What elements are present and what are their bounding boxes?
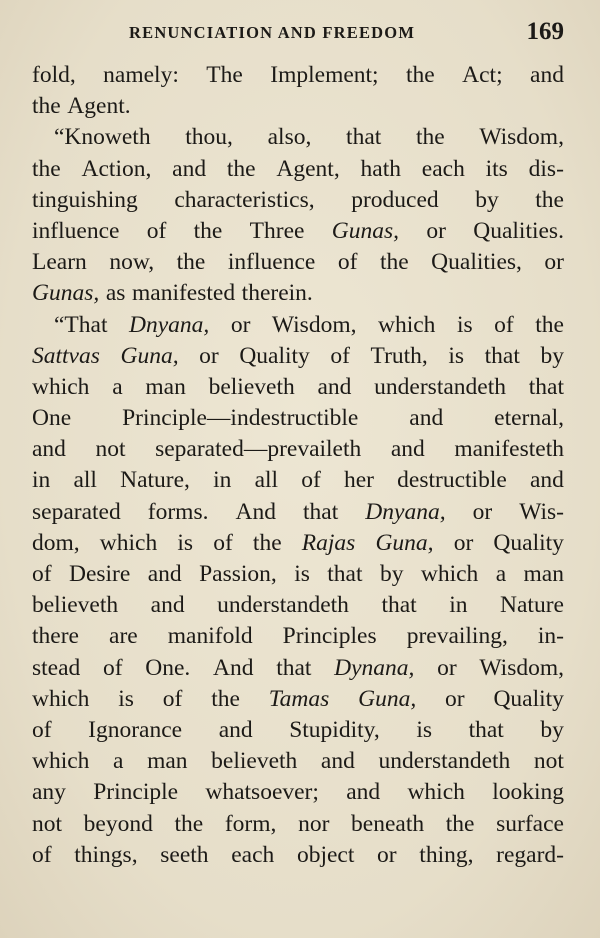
word: of bbox=[301, 467, 321, 494]
word: manifested bbox=[131, 280, 236, 307]
word: the bbox=[193, 217, 223, 244]
word: manifesteth bbox=[454, 436, 564, 463]
word: tinguishing bbox=[32, 186, 138, 213]
word: destructible bbox=[397, 467, 507, 494]
word: Implement; bbox=[270, 62, 379, 88]
word: and bbox=[172, 155, 207, 182]
text-line bbox=[32, 91, 564, 122]
word: the bbox=[535, 186, 564, 213]
word: the bbox=[32, 155, 61, 182]
text-line bbox=[32, 278, 564, 309]
word: Desire bbox=[68, 561, 131, 587]
text-line bbox=[32, 559, 564, 590]
word: by bbox=[540, 716, 564, 743]
word: which bbox=[32, 685, 90, 712]
word: the bbox=[535, 311, 564, 338]
word: separated bbox=[32, 498, 121, 525]
word: also, bbox=[267, 124, 312, 151]
text-line bbox=[32, 403, 564, 434]
word: is bbox=[177, 529, 194, 556]
word: Wis- bbox=[519, 498, 564, 525]
word: separated—prevaileth bbox=[155, 436, 362, 463]
word: fold, bbox=[32, 62, 76, 88]
word: its bbox=[485, 155, 508, 182]
word: the bbox=[174, 810, 204, 837]
word: a bbox=[112, 373, 123, 400]
word: that bbox=[327, 561, 363, 587]
word: the bbox=[406, 62, 435, 88]
word: hath bbox=[360, 155, 401, 182]
word: object bbox=[296, 841, 355, 868]
word: which bbox=[420, 561, 479, 587]
word: each bbox=[231, 841, 275, 868]
word: is bbox=[448, 342, 465, 369]
word: by bbox=[540, 342, 564, 369]
word: Dnyana, bbox=[365, 498, 446, 525]
page-header bbox=[32, 18, 564, 50]
word: the bbox=[252, 529, 282, 556]
word: Act; bbox=[462, 62, 503, 88]
word: And bbox=[235, 498, 276, 525]
word: eternal, bbox=[494, 405, 564, 432]
text-line bbox=[32, 777, 564, 808]
text-line bbox=[32, 185, 564, 216]
word: of bbox=[330, 342, 350, 369]
word: the bbox=[211, 685, 240, 712]
word: which bbox=[32, 373, 90, 400]
text-line bbox=[32, 434, 564, 465]
word: One bbox=[32, 405, 72, 432]
text-line bbox=[32, 684, 564, 715]
word: which bbox=[378, 311, 436, 338]
word: understandeth bbox=[374, 373, 506, 400]
word: is bbox=[416, 716, 433, 743]
word: and bbox=[32, 436, 66, 463]
word: in bbox=[32, 467, 51, 494]
word: and bbox=[218, 716, 253, 743]
word: Sattvas bbox=[32, 342, 100, 369]
word: Quality bbox=[493, 529, 564, 556]
word: or bbox=[426, 217, 446, 244]
word: Passion, bbox=[199, 561, 277, 587]
word: beyond bbox=[83, 810, 153, 837]
word: Agent, bbox=[276, 155, 340, 182]
text-line bbox=[32, 122, 564, 153]
word: The bbox=[206, 62, 243, 88]
body-text bbox=[32, 60, 564, 871]
word: of bbox=[103, 654, 123, 681]
word: of bbox=[162, 685, 183, 712]
word: and bbox=[346, 779, 381, 806]
word: which bbox=[407, 779, 465, 806]
word: of bbox=[213, 529, 233, 556]
word: any bbox=[32, 779, 66, 806]
word: Action, bbox=[81, 155, 152, 182]
text-line bbox=[32, 497, 564, 528]
word: Wisdom, bbox=[479, 124, 564, 151]
word: of bbox=[494, 311, 514, 338]
word: are bbox=[109, 623, 138, 650]
word: and bbox=[529, 467, 564, 494]
word: and bbox=[390, 436, 425, 463]
word: Tamas bbox=[268, 685, 330, 712]
word: now, bbox=[109, 249, 155, 276]
text-line bbox=[32, 746, 564, 777]
word: “That bbox=[54, 311, 108, 338]
word: Three bbox=[249, 217, 305, 244]
text-line bbox=[32, 840, 564, 871]
word: Nature, bbox=[120, 467, 190, 494]
word: the bbox=[32, 93, 61, 120]
word: that bbox=[346, 124, 382, 151]
text-line bbox=[32, 465, 564, 496]
text-line bbox=[32, 590, 564, 621]
word: the bbox=[176, 249, 206, 276]
word: forms. bbox=[147, 498, 209, 525]
word: Principle—indestructible bbox=[122, 405, 359, 432]
text-line bbox=[32, 372, 564, 403]
word: or bbox=[437, 654, 457, 681]
word: Nature bbox=[500, 592, 564, 619]
word: by bbox=[379, 561, 404, 587]
word: which bbox=[32, 748, 90, 775]
word: or bbox=[544, 249, 564, 276]
word: Stupidity, bbox=[289, 716, 380, 743]
word: Quality bbox=[239, 342, 310, 369]
text-line bbox=[32, 715, 564, 746]
word: Rajas bbox=[301, 529, 356, 556]
word: that bbox=[276, 654, 312, 681]
word: Principles bbox=[282, 623, 377, 650]
word: and bbox=[147, 561, 182, 587]
word: Truth, bbox=[370, 342, 428, 369]
word: things, bbox=[74, 841, 138, 868]
word: characteristics, bbox=[174, 186, 315, 213]
word: seeth bbox=[160, 841, 209, 868]
word: that bbox=[484, 342, 520, 369]
word: each bbox=[421, 155, 465, 182]
word: or bbox=[445, 685, 465, 712]
word: that bbox=[303, 498, 339, 525]
text-line bbox=[32, 247, 564, 278]
word: namely: bbox=[103, 62, 179, 88]
word: Guna, bbox=[358, 685, 417, 712]
word: Principle bbox=[93, 779, 179, 806]
word: or bbox=[472, 498, 493, 525]
word: in bbox=[449, 592, 468, 619]
word: and bbox=[530, 62, 564, 88]
text-line bbox=[32, 528, 564, 559]
text-line bbox=[32, 216, 564, 247]
word: the bbox=[445, 810, 475, 837]
word: the bbox=[415, 124, 445, 151]
word: influence bbox=[227, 249, 316, 276]
word: nor bbox=[298, 810, 330, 837]
word: Qualities. bbox=[473, 217, 564, 244]
word: and bbox=[150, 592, 185, 619]
word: all bbox=[254, 467, 279, 494]
word: believeth bbox=[211, 748, 298, 775]
word: by bbox=[475, 186, 499, 213]
word: Learn bbox=[32, 249, 87, 276]
word: that bbox=[468, 716, 504, 743]
word: as bbox=[105, 280, 126, 307]
word: beneath bbox=[351, 810, 425, 837]
word: her bbox=[343, 467, 374, 494]
word: Quality bbox=[493, 685, 564, 712]
word: thou, bbox=[185, 124, 233, 151]
word: form, bbox=[224, 810, 277, 837]
word: manifold bbox=[167, 623, 253, 650]
word: influence bbox=[32, 217, 120, 244]
text-line bbox=[32, 809, 564, 840]
text-line bbox=[32, 154, 564, 185]
word: produced bbox=[351, 186, 439, 213]
word: surface bbox=[496, 810, 564, 837]
word: or bbox=[199, 342, 219, 369]
word: and bbox=[317, 373, 352, 400]
word: Dynana, bbox=[334, 654, 415, 681]
word: looking bbox=[492, 779, 564, 806]
word: believeth bbox=[32, 592, 119, 619]
word: “Knoweth bbox=[54, 124, 151, 151]
word: or bbox=[453, 529, 474, 556]
word: Guna, bbox=[375, 529, 434, 556]
word: a bbox=[495, 561, 507, 587]
word: prevailing, bbox=[406, 623, 508, 650]
word: Qualities, bbox=[431, 249, 522, 276]
word: that bbox=[528, 373, 564, 400]
word: Gunas, bbox=[32, 280, 100, 307]
word: man bbox=[523, 561, 564, 587]
word: therein. bbox=[241, 280, 313, 307]
word: which bbox=[99, 529, 158, 556]
word: or bbox=[230, 311, 251, 338]
text-line bbox=[32, 310, 564, 341]
word: is bbox=[118, 685, 134, 712]
word: Agent. bbox=[67, 93, 131, 120]
word: is bbox=[456, 311, 473, 338]
page-number: 169 bbox=[526, 18, 564, 45]
word: that bbox=[381, 592, 417, 619]
word: thing, bbox=[419, 841, 474, 868]
word: One. bbox=[145, 654, 191, 681]
word: not bbox=[32, 810, 63, 837]
word: and bbox=[320, 748, 355, 775]
word: the bbox=[379, 249, 409, 276]
word: And bbox=[213, 654, 254, 681]
text-line bbox=[32, 341, 564, 372]
text-line bbox=[32, 653, 564, 684]
word: in bbox=[213, 467, 232, 494]
word: not bbox=[533, 748, 564, 775]
running-title: RENUNCIATION AND FREEDOM bbox=[129, 23, 416, 42]
word: a bbox=[113, 748, 124, 775]
text-line bbox=[32, 60, 564, 91]
word: dom, bbox=[32, 529, 80, 556]
word: of bbox=[32, 561, 52, 587]
word: not bbox=[95, 436, 126, 463]
word: and bbox=[409, 405, 444, 432]
word: Wisdom, bbox=[479, 654, 564, 681]
word: in- bbox=[537, 623, 564, 650]
text-line bbox=[32, 621, 564, 652]
word: of bbox=[337, 249, 358, 276]
word: understandeth bbox=[378, 748, 511, 775]
word: stead bbox=[32, 654, 81, 681]
word: regard- bbox=[496, 841, 564, 868]
word: Guna, bbox=[120, 342, 179, 369]
word: of bbox=[32, 716, 52, 743]
word: Wisdom, bbox=[271, 311, 357, 338]
word: is bbox=[294, 561, 310, 587]
word: understandeth bbox=[217, 592, 349, 619]
word: all bbox=[73, 467, 97, 494]
word: of bbox=[32, 841, 52, 868]
word: of bbox=[146, 217, 167, 244]
word: man bbox=[145, 373, 186, 400]
word: believeth bbox=[208, 373, 295, 400]
word: there bbox=[32, 623, 79, 650]
word: Dnyana, bbox=[129, 311, 210, 338]
word: Gunas, bbox=[331, 217, 400, 244]
word: or bbox=[377, 841, 397, 868]
word: the bbox=[226, 155, 256, 182]
word: dis- bbox=[528, 155, 564, 182]
word: whatsoever; bbox=[205, 779, 319, 806]
word: Ignorance bbox=[88, 716, 183, 743]
word: man bbox=[147, 748, 188, 775]
